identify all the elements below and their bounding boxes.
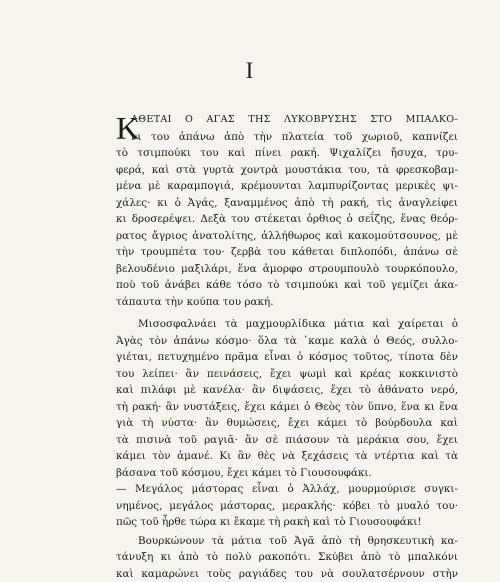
paragraph-2-line: Ἀγὰς τὸν ἀπάνω κόσμο· ὅλα τὰ ᾽καμε καλὰ ὁ Θεός, συλλο-	[116, 333, 458, 350]
paragraph-1-line-2: νι του ἀπάνω ἀπὸ τὴν πλατεία τοῦ χωριοῦ, καπνίζει	[116, 129, 458, 146]
paragraph-1-line: μένα μὲ καραμπογιά, κρέμουνται λαμπυρίζοντας μερικὲς ψι-	[116, 178, 458, 195]
paragraph-3	[116, 481, 458, 531]
paragraph-1-line: ποὺ τοῦ ἀνάβει κάθε τόσο τὸ τσιμπούκι καὶ τοῦ γεμίζει ἀκα-	[116, 277, 458, 294]
paragraph-2-line: τὴ ρακή· ἂν νυστάξεις, ἔχει κάμει ὁ Θεὸς τὸν ὕπνο, ἕνα κι ἕνα	[116, 399, 458, 416]
paragraph-1-line: βελουδένιο μαξιλάρι, ἕνα ἀμορφο στρουμπουλὸ τουρκόπουλο,	[116, 261, 458, 278]
paragraph-2-line: γιέται, πετυχημένο πρᾶμα εἶναι ὁ κόσμος τοῦτος, τίποτα δὲν	[116, 349, 458, 366]
paragraph-1-line: φερά, καὶ στὰ γυρτὰ χοντρὰ μουστάκια του, τὰ φρεσκοβαμ-	[116, 162, 458, 179]
paragraph-1-line: κι δροσερέψει. Δεξὰ του στέκεται ὀρθιος ὁ σεΐζης, ἕνας θεόρ-	[116, 211, 458, 228]
paragraph-2-line: κάμει τὸν ἀμανέ. Κι ἂν θὲς νὰ ξεχάσεις τὰ ντέρτια καὶ τὰ	[116, 448, 458, 465]
paragraph-4	[116, 533, 458, 582]
paragraph-2-line: γιὰ τὴ νύστα· ἂν θυμώσεις, ἔχει κάμει τὸ βούρδουλα καὶ	[116, 415, 458, 432]
paragraph-2-line: του λείπει· ἂν πεινάσεις, ἔχει ψωμὶ καὶ κρέας κοκκινιστὸ	[116, 366, 458, 383]
paragraph-2-line: τὰ πισινὰ τοῦ ραγιᾶ· ἂν σὲ πιάσουν τὰ μεράκια σου, ἔχει	[116, 432, 458, 449]
paragraph-3-line: νημένος, μεγάλος μάστορας, μερακλής· κόβει τὸ μυαλό του·	[116, 498, 458, 515]
paragraph-1-line: ρατος ἄγριος ἀνατολίτης, ἀλλήθωρος καὶ κακομούτσουνος, μὲ	[116, 228, 458, 245]
chapter-number: I	[0, 58, 500, 84]
paragraph-4-line: τάνυξη κι ἀπὸ τὸ πολὺ ρακοπότι. Σκύβει ἀπὸ τὸ μπαλκόνι	[116, 549, 458, 566]
paragraph-4-line: καὶ καμαρώνει τοὺς ραγιάδες του νὰ σουλατσέρνουν στὴν	[116, 566, 458, 582]
paragraph-1-line: τάπαυτα τὴν κούπα του ρακή.	[116, 294, 458, 311]
paragraph-1-line: χάλες· κι ὁ Ἀγάς, ξαναμμένος ἀπὸ τὴ ρακή, τὶς ἀναγλείφει	[116, 195, 458, 212]
paragraph-2	[116, 316, 458, 481]
paragraph-1-line: τὸ τσιμπούκι του καὶ πίνει ρακή. Ψιχαλίζει ἤσυχα, τρυ-	[116, 145, 458, 162]
paragraph-2-line: καὶ πιλάφι μὲ κανέλα· ἂν διψάσεις, ἔχει τὸ ἀθάνατο νερό,	[116, 382, 458, 399]
paragraph-2-line: βάσανα τοῦ κόσμου, ἔχει κάμει τὸ Γιουσουφάκι.	[116, 465, 458, 482]
paragraph-1	[116, 112, 458, 310]
drop-cap: Κ	[116, 112, 139, 144]
paragraph-1-line-1: ΑΘΕΤΑΙ Ο ΑΓΑΣ ΤΗΣ ΛΥΚΟΒΡΥΣΗΣ ΣΤΟ ΜΠΑΛΚΟ-	[116, 112, 458, 129]
paragraph-1-line: τὴν τρουμπέτα του· ζερβὰ του κάθεται διπλοπόδι, ἀπάνω σὲ	[116, 244, 458, 261]
paragraph-3-line: πῶς τοῦ ἦρθε τώρα κι ἔκαμε τὴ ρακὴ καὶ τὸ Γιουσουφάκι!	[116, 514, 458, 531]
body-text	[116, 112, 458, 582]
paragraph-3-line: — Μεγάλος μάστορας εἶναι ὁ Ἀλλάχ, μουρμούρισε συγκι-	[116, 481, 458, 498]
paragraph-2-line: Μισοσφαλνάει τὰ μαχμουρλίδικα μάτια καὶ χαίρεται ὁ	[116, 316, 458, 333]
paragraph-4-line: Βουρκώνουν τὰ μάτια τοῦ Ἀγᾶ ἀπὸ τὴ θρησκευτικὴ κα-	[116, 533, 458, 550]
